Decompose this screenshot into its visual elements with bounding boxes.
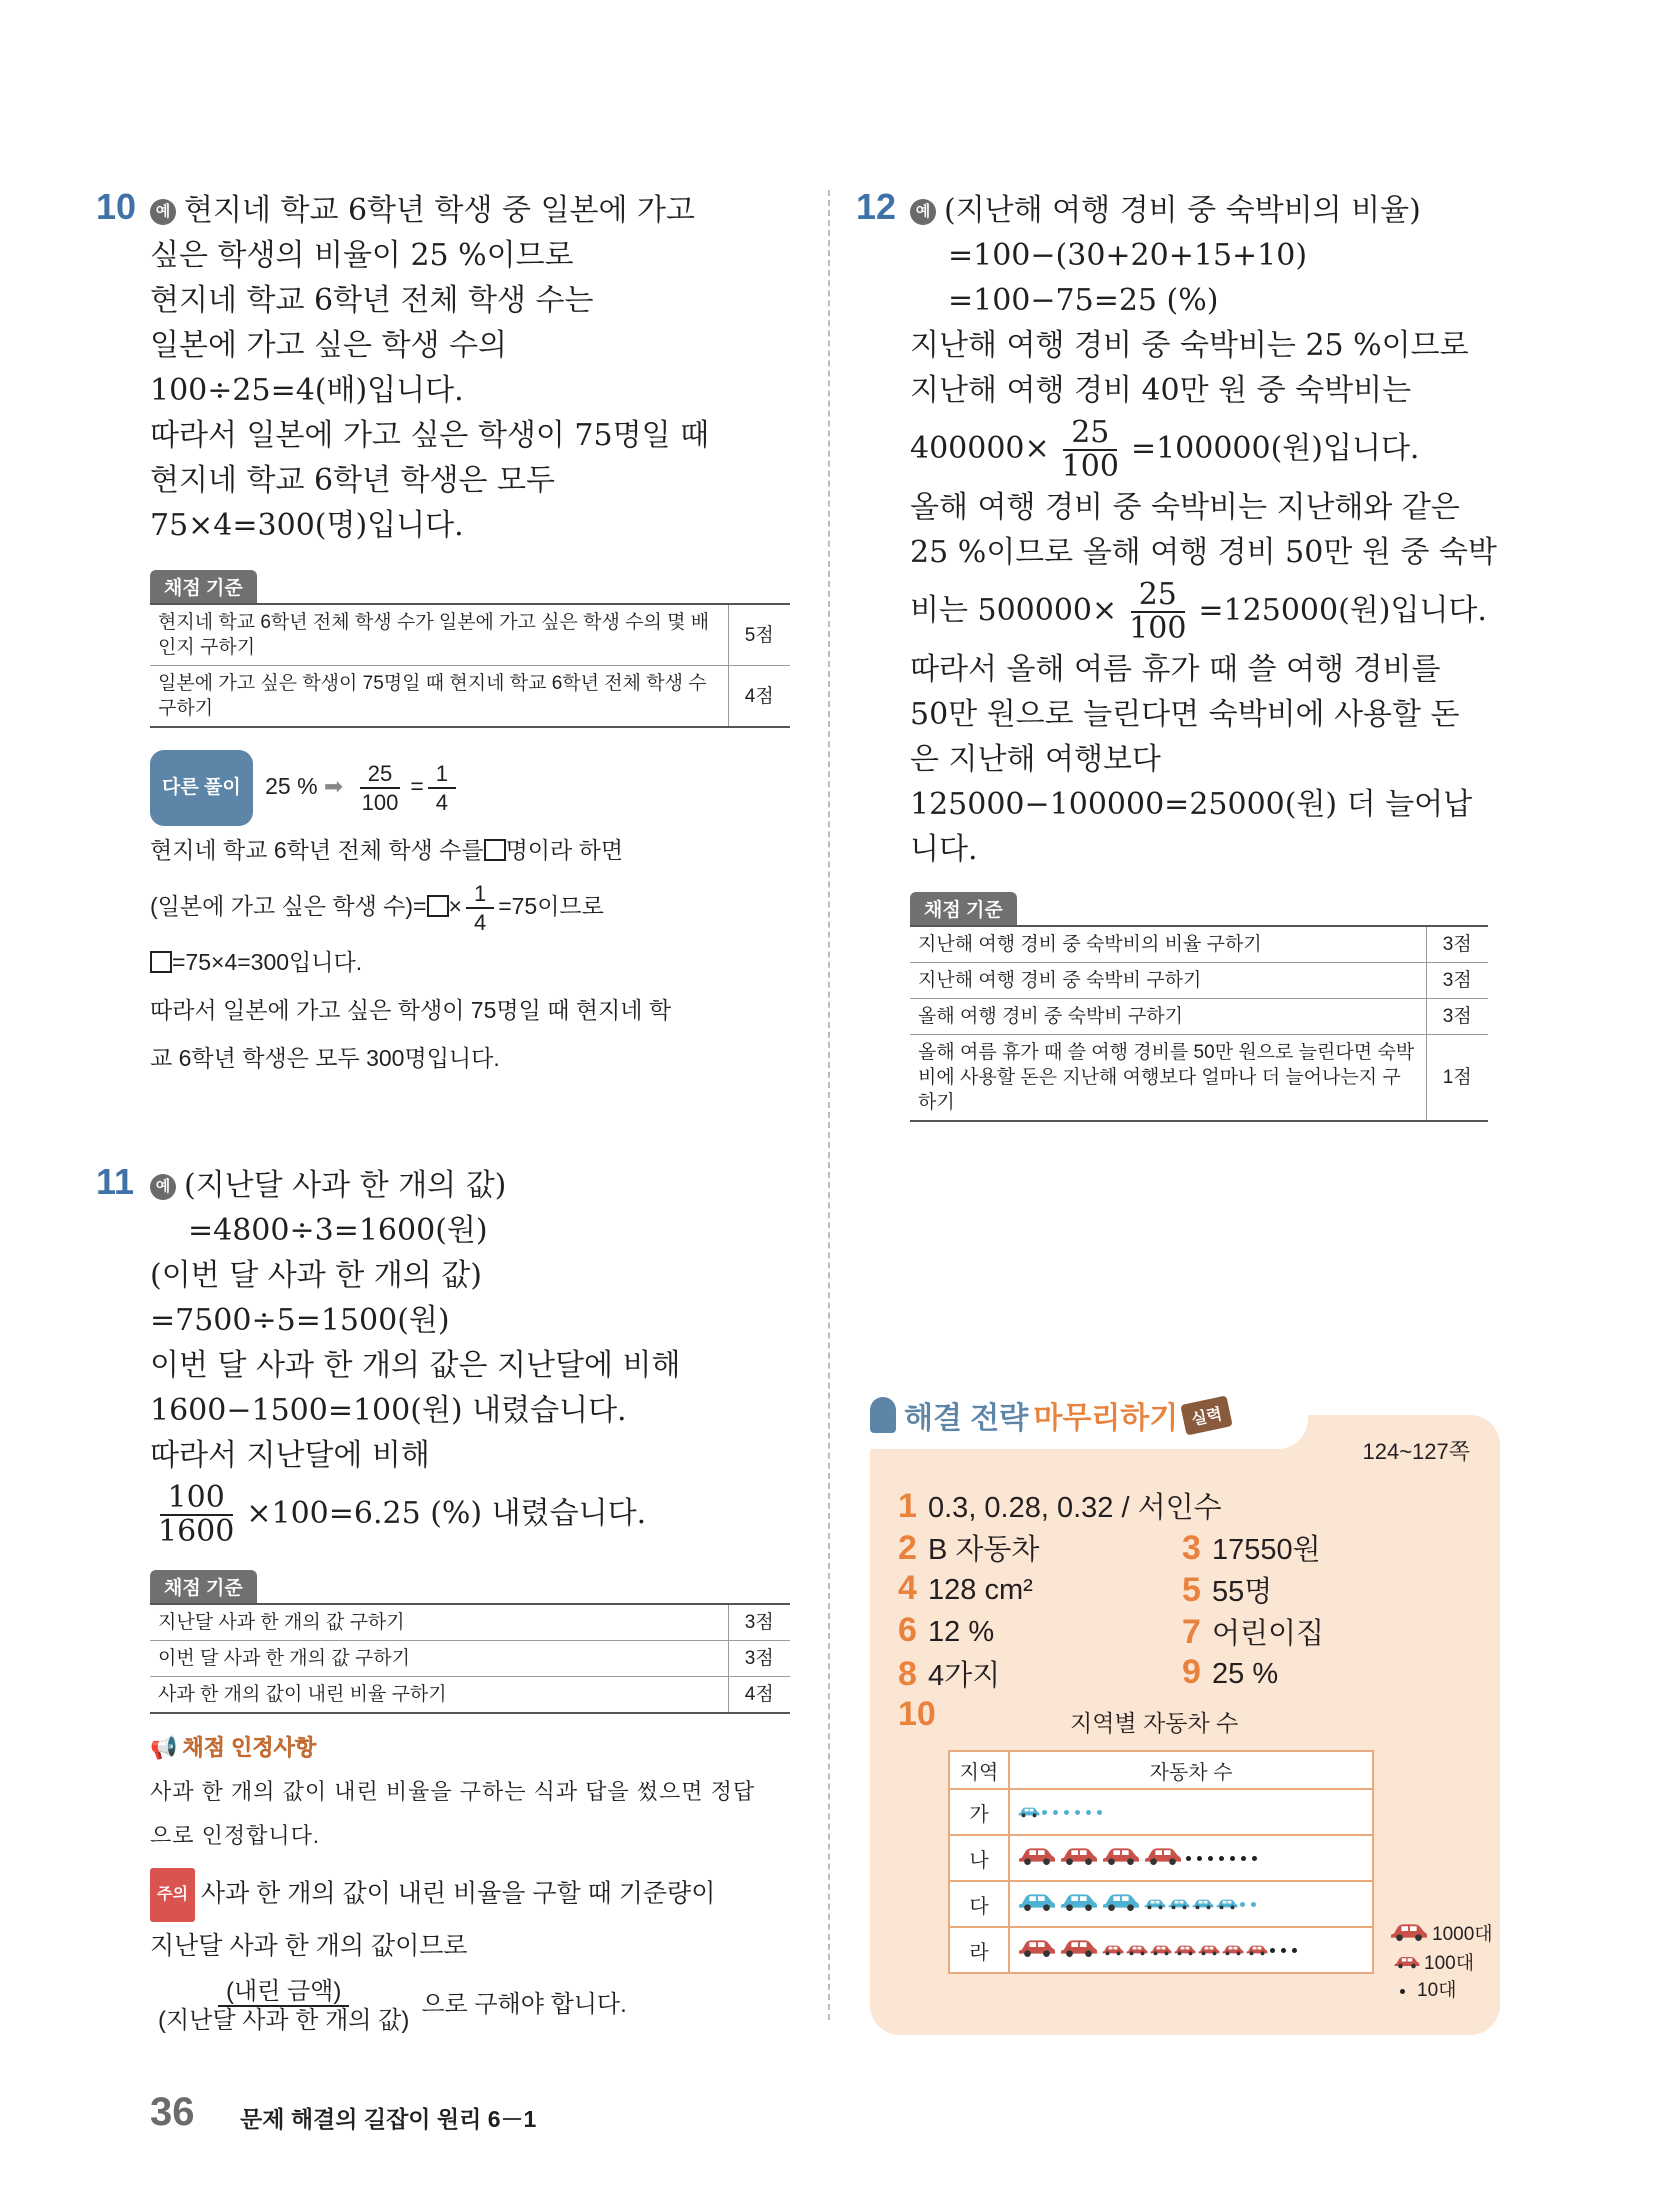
legend-item (1390, 1950, 1493, 1977)
dot-icon (1097, 1810, 1102, 1815)
header-count: 자동차 수 (1009, 1751, 1373, 1789)
footer-title: 문제 해결의 길잡이 원리 6－1 (240, 2106, 537, 2132)
numerator: 1 (466, 880, 494, 909)
pictograph-row (949, 1927, 1373, 1973)
criteria-row (910, 926, 1488, 963)
question-number-12: 12 (856, 186, 897, 227)
q12-text: =125000(원)입니다. (1198, 593, 1487, 628)
criteria-tag: 채점 기준 (150, 570, 257, 603)
accept-tag: 채점 인정사항 (182, 1735, 317, 1760)
answer-text: 128 cm² (928, 1574, 1033, 1606)
answer-number: 4 (898, 1569, 917, 1607)
answer-number: 3 (1182, 1529, 1201, 1567)
alt-text: =75이므로 (498, 893, 604, 919)
criteria-text: 지난해 여행 경비 중 숙박비 구하기 (910, 963, 1426, 999)
q10-line: 100÷25=4(배)입니다. (150, 373, 464, 408)
q12-line: 은 지난해 여행보다 (910, 742, 1161, 777)
q12-text: 400000× (910, 431, 1050, 466)
criteria-tag: 채점 기준 (150, 1570, 257, 1603)
answer-number: 2 (898, 1529, 917, 1567)
car-small-icon (1144, 1893, 1166, 1916)
pictograph-title: 지역별 자동차 수 (1070, 1710, 1239, 1736)
dot-icon (1197, 1856, 1202, 1861)
warning-text: 으로 구해야 합니다. (421, 1991, 627, 2018)
q12-line: 따라서 올해 여름 휴가 때 쓸 여행 경비를 (910, 652, 1441, 687)
criteria-text: 지난달 사과 한 개의 값 구하기 (150, 1604, 728, 1641)
criteria-points: 5점 (728, 604, 790, 666)
criteria-points: 3점 (1426, 926, 1488, 963)
answer-number: 6 (898, 1611, 917, 1649)
car-small-icon (1174, 1939, 1196, 1962)
car-big-icon (1390, 1920, 1428, 1950)
answer-item (1182, 1653, 1278, 1692)
title-part-b: 마무리하기 (1033, 1402, 1179, 1435)
blank-box (427, 895, 449, 917)
example-badge: 예 (150, 1174, 176, 1200)
alt-line: 따라서 일본에 가고 싶은 학생이 75명일 때 현지네 학 (150, 997, 672, 1023)
criteria-points: 4점 (728, 1677, 790, 1714)
page-range: 124~127쪽 (1362, 1439, 1470, 1464)
q10-line: 현지네 학교 6학년 전체 학생 수는 (150, 283, 594, 318)
numerator: 1 (428, 760, 456, 789)
answer-item (1182, 1527, 1321, 1568)
header-region: 지역 (949, 1751, 1009, 1789)
q11-accept (150, 1728, 790, 1858)
q11-line: (지난달 사과 한 개의 값) (184, 1168, 507, 1203)
answer-number: 9 (1182, 1653, 1201, 1691)
q12-line: 지난해 여행 경비 40만 원 중 숙박비는 (910, 373, 1412, 408)
car-big-icon (1144, 1844, 1182, 1872)
car-small-icon (1198, 1939, 1220, 1962)
criteria-points: 1점 (1426, 1035, 1488, 1122)
denominator: 4 (435, 790, 448, 815)
car-icons (1009, 1835, 1373, 1881)
column-divider (828, 190, 830, 2020)
answer-text: 어린이집 (1212, 1618, 1325, 1650)
left-column (96, 186, 790, 2034)
q12-criteria (910, 892, 1490, 1122)
q12-line (910, 413, 1490, 485)
answer-item (898, 1527, 1039, 1568)
criteria-tag: 채점 기준 (910, 892, 1017, 925)
legend-item (1390, 1977, 1493, 2004)
q11-block (96, 1161, 790, 2040)
pictograph-header (949, 1751, 1373, 1789)
pictograph-table (948, 1750, 1374, 1974)
answer-number: 7 (1182, 1613, 1201, 1651)
fraction (1121, 579, 1194, 645)
dot-icon (1240, 1902, 1245, 1907)
answer-text: 25 % (1212, 1658, 1279, 1690)
dot-icon (1252, 1856, 1257, 1861)
q12-line: =100−(30+20+15+10) (948, 238, 1308, 273)
region-label: 라 (949, 1927, 1009, 1973)
q11-line (150, 1478, 790, 1550)
fraction (150, 1978, 417, 2034)
pictograph-legend (1390, 1920, 1493, 2004)
criteria-row (150, 604, 790, 666)
car-small-icon (1216, 1893, 1238, 1916)
q10-solution (150, 188, 790, 548)
answer-text: 17550원 (1212, 1534, 1321, 1566)
dot-icon (1186, 1856, 1191, 1861)
accept-line: 으로 인정합니다. (150, 1823, 320, 1848)
answer-number: 10 (898, 1695, 936, 1733)
car-big-icon (1060, 1936, 1098, 1964)
fraction (150, 1482, 242, 1548)
criteria-text: 올해 여름 휴가 때 쓸 여행 경비를 50만 원으로 늘린다면 숙박비에 사용할 돈은 지난해 여행보다 얼마나 더 늘어나는지 구하기 (910, 1035, 1426, 1122)
q11-warning (150, 1868, 790, 2040)
legend-label: 1000대 (1432, 1924, 1493, 1946)
denominator: 100 (1061, 449, 1119, 484)
criteria-text: 일본에 가고 싶은 학생이 75명일 때 현지네 학교 6학년 전체 학생 수 구하기 (150, 666, 728, 728)
dot-icon (1270, 1948, 1275, 1953)
answer-text: 4가지 (928, 1660, 1001, 1692)
dot-icon (1053, 1810, 1058, 1815)
q11-line: =7500÷5=1500(원) (150, 1303, 450, 1338)
numerator: 25 (1063, 417, 1117, 451)
legend-item (1390, 1920, 1493, 1950)
q12-line: 지난해 여행 경비 중 숙박비는 25 %이므로 (910, 328, 1469, 363)
car-big-icon (1102, 1844, 1140, 1872)
car-big-icon (1060, 1890, 1098, 1918)
region-label: 다 (949, 1881, 1009, 1927)
criteria-points: 4점 (728, 666, 790, 728)
arrow-icon: ➡ (323, 773, 344, 800)
q12-line: (지난해 여행 경비 중 숙박비의 비율) (944, 193, 1421, 228)
q10-criteria (150, 570, 790, 728)
dot-icon (1400, 1989, 1405, 1994)
answer-text: 12 % (928, 1616, 995, 1648)
dot-icon (1064, 1810, 1069, 1815)
q12-line: 올해 여행 경비 중 숙박비는 지난해와 같은 (910, 490, 1460, 525)
page-number: 36 (150, 2090, 195, 2134)
equals: = (410, 773, 424, 800)
warning-text: 지난달 사과 한 개의 값이므로 (150, 1932, 468, 1960)
alt-text: 명이라 하면 (505, 837, 624, 863)
dot-icon (1075, 1810, 1080, 1815)
numerator: 100 (160, 1482, 233, 1516)
q10-line: 따라서 일본에 가고 싶은 학생이 75명일 때 (150, 418, 710, 453)
dot-icon (1219, 1856, 1224, 1861)
q12-line: 25 %이므로 올해 여행 경비 50만 원 중 숙박 (910, 535, 1497, 570)
denominator: 1600 (158, 1514, 235, 1549)
q12-line: 니다. (910, 832, 978, 867)
mascot-icon (870, 1397, 896, 1433)
dot-icon (1208, 1856, 1213, 1861)
example-badge: 예 (150, 199, 176, 225)
dot-icon (1292, 1948, 1297, 1953)
car-big-icon (1018, 1890, 1056, 1918)
q11-line: =4800÷3=1600(원) (188, 1213, 488, 1248)
criteria-row (150, 1641, 790, 1677)
q12-text: 비는 500000× (910, 593, 1118, 628)
dot-icon (1086, 1810, 1091, 1815)
car-small-icon (1126, 1939, 1148, 1962)
numerator: 25 (1131, 579, 1185, 613)
q10-line: 일본에 가고 싶은 학생 수의 (150, 328, 507, 363)
blank-box (150, 951, 172, 973)
answer-item (898, 1569, 1033, 1608)
example-badge: 예 (910, 199, 936, 225)
car-icons (1009, 1881, 1373, 1927)
answer-text: 0.3, 0.28, 0.32 / 서인수 (928, 1492, 1222, 1524)
blank-box (484, 839, 506, 861)
q11-line: 이번 달 사과 한 개의 값은 지난달에 비해 (150, 1348, 681, 1383)
alt-line (150, 826, 790, 874)
criteria-row (910, 963, 1488, 999)
level-badge: 실력 (1181, 1395, 1233, 1435)
numerator: 25 (360, 760, 400, 789)
car-icons (1009, 1927, 1373, 1973)
warning-tag: 주의 (150, 1868, 195, 1922)
alt-text: × (448, 893, 462, 919)
question-number-10: 10 (96, 186, 137, 227)
q12-line: 50만 원으로 늘린다면 숙박비에 사용할 돈 (910, 697, 1460, 732)
denominator: (지난달 사과 한 개의 값) (158, 2006, 410, 2034)
car-big-icon (1018, 1844, 1056, 1872)
answer-text: B 자동차 (928, 1534, 1040, 1566)
answer-summary (870, 1402, 1500, 2035)
alt-text: 현지네 학교 6학년 전체 학생 수를 (150, 837, 484, 863)
q11-line: (이번 달 사과 한 개의 값) (150, 1258, 482, 1293)
car-small-icon (1394, 1950, 1420, 1977)
denominator: 4 (473, 909, 487, 935)
alt-text: (일본에 가고 싶은 학생 수)= (150, 893, 427, 919)
right-column (856, 186, 1497, 1122)
answer-number: 5 (1182, 1571, 1201, 1609)
criteria-row (910, 1035, 1488, 1122)
q10-line: 현지네 학교 6학년 학생은 모두 (150, 463, 555, 498)
q11-criteria (150, 1570, 790, 1714)
pictograph-row (949, 1835, 1373, 1881)
alt-solution-tag: 다른 풀이 (150, 750, 253, 826)
fraction (466, 880, 494, 936)
question-number-11: 11 (96, 1161, 135, 1202)
fraction (428, 760, 456, 816)
region-label: 가 (949, 1789, 1009, 1835)
car-icons (1009, 1789, 1373, 1835)
car-big-icon (1102, 1890, 1140, 1918)
numerator: (내린 금액) (218, 1978, 349, 2007)
criteria-row (150, 1677, 790, 1714)
car-small-icon (1222, 1939, 1244, 1962)
pictograph-row (949, 1789, 1373, 1835)
car-small-icon (1018, 1801, 1040, 1824)
warning-text: 사과 한 개의 값이 내린 비율을 구할 때 기준량이 (200, 1879, 716, 1908)
dot-icon (1241, 1856, 1246, 1861)
q10-line: 싶은 학생의 비율이 25 %이므로 (150, 238, 574, 273)
criteria-points: 3점 (1426, 963, 1488, 999)
answer-item (898, 1611, 994, 1650)
dot-icon (1251, 1902, 1256, 1907)
criteria-points: 3점 (728, 1641, 790, 1677)
car-small-icon (1102, 1939, 1124, 1962)
q12-line: 125000−100000=25000(원) 더 늘어납 (910, 787, 1473, 822)
criteria-text: 지난해 여행 경비 중 숙박비의 비율 구하기 (910, 926, 1426, 963)
dot-icon (1281, 1948, 1286, 1953)
answer-number: 1 (898, 1487, 917, 1525)
criteria-text: 사과 한 개의 값이 내린 비율 구하기 (150, 1677, 728, 1714)
accept-line: 사과 한 개의 값이 내린 비율을 구하는 식과 답을 썼으면 정답 (150, 1779, 756, 1804)
q10-line: 75×4=300(명)입니다. (150, 508, 464, 543)
title-part-a: 해결 전략 (904, 1402, 1029, 1435)
car-big-icon (1060, 1844, 1098, 1872)
criteria-row (150, 666, 790, 728)
dot-icon (1042, 1810, 1047, 1815)
denominator: 100 (361, 790, 399, 815)
criteria-points: 3점 (728, 1604, 790, 1641)
car-small-icon (1168, 1893, 1190, 1916)
q12-line (910, 575, 1490, 647)
alt-line (150, 874, 790, 938)
q11-text: ×100=6.25 (%) 내렸습니다. (246, 1496, 647, 1531)
megaphone-icon: 📢 (150, 1736, 178, 1761)
answer-item (1182, 1569, 1272, 1610)
q11-line: 1600−1500=100(원) 내렸습니다. (150, 1393, 627, 1428)
alt-percent: 25 % (265, 773, 318, 800)
q11-line: 따라서 지난달에 비해 (150, 1438, 430, 1473)
region-label: 나 (949, 1835, 1009, 1881)
pictograph-row (949, 1881, 1373, 1927)
fraction (354, 760, 407, 816)
answer-text: 55명 (1212, 1576, 1273, 1608)
answer-item (898, 1653, 1000, 1694)
criteria-points: 3점 (1426, 999, 1488, 1035)
q10-line: 현지네 학교 6학년 학생 중 일본에 가고 (184, 193, 696, 228)
criteria-text: 이번 달 사과 한 개의 값 구하기 (150, 1641, 728, 1677)
answer-number: 8 (898, 1655, 917, 1693)
answer-title (870, 1393, 1230, 1437)
q12-line: =100−75=25 (%) (948, 283, 1219, 318)
answer-item (898, 1485, 1222, 1526)
alt-text: =75×4=300입니다. (172, 949, 363, 975)
car-small-icon (1150, 1939, 1172, 1962)
alt-line (150, 938, 790, 986)
dot-icon (1230, 1856, 1235, 1861)
criteria-row (150, 1604, 790, 1641)
criteria-text: 현지네 학교 6학년 전체 학생 수가 일본에 가고 싶은 학생 수의 몇 배인지 구하기 (150, 604, 728, 666)
denominator: 100 (1129, 611, 1187, 646)
answer-item (1182, 1611, 1324, 1652)
car-small-icon (1246, 1939, 1268, 1962)
criteria-row (910, 999, 1488, 1035)
q10-alternative (150, 750, 790, 1082)
fraction (1054, 417, 1127, 483)
answer-item (898, 1695, 936, 1734)
alt-line: 교 6학년 학생은 모두 300명입니다. (150, 1045, 500, 1071)
criteria-text: 올해 여행 경비 중 숙박비 구하기 (910, 999, 1426, 1035)
legend-label: 10대 (1417, 1980, 1457, 2002)
car-small-icon (1192, 1893, 1214, 1916)
q12-text: =100000(원)입니다. (1130, 431, 1420, 466)
legend-label: 100대 (1424, 1953, 1475, 1974)
car-big-icon (1018, 1936, 1056, 1964)
